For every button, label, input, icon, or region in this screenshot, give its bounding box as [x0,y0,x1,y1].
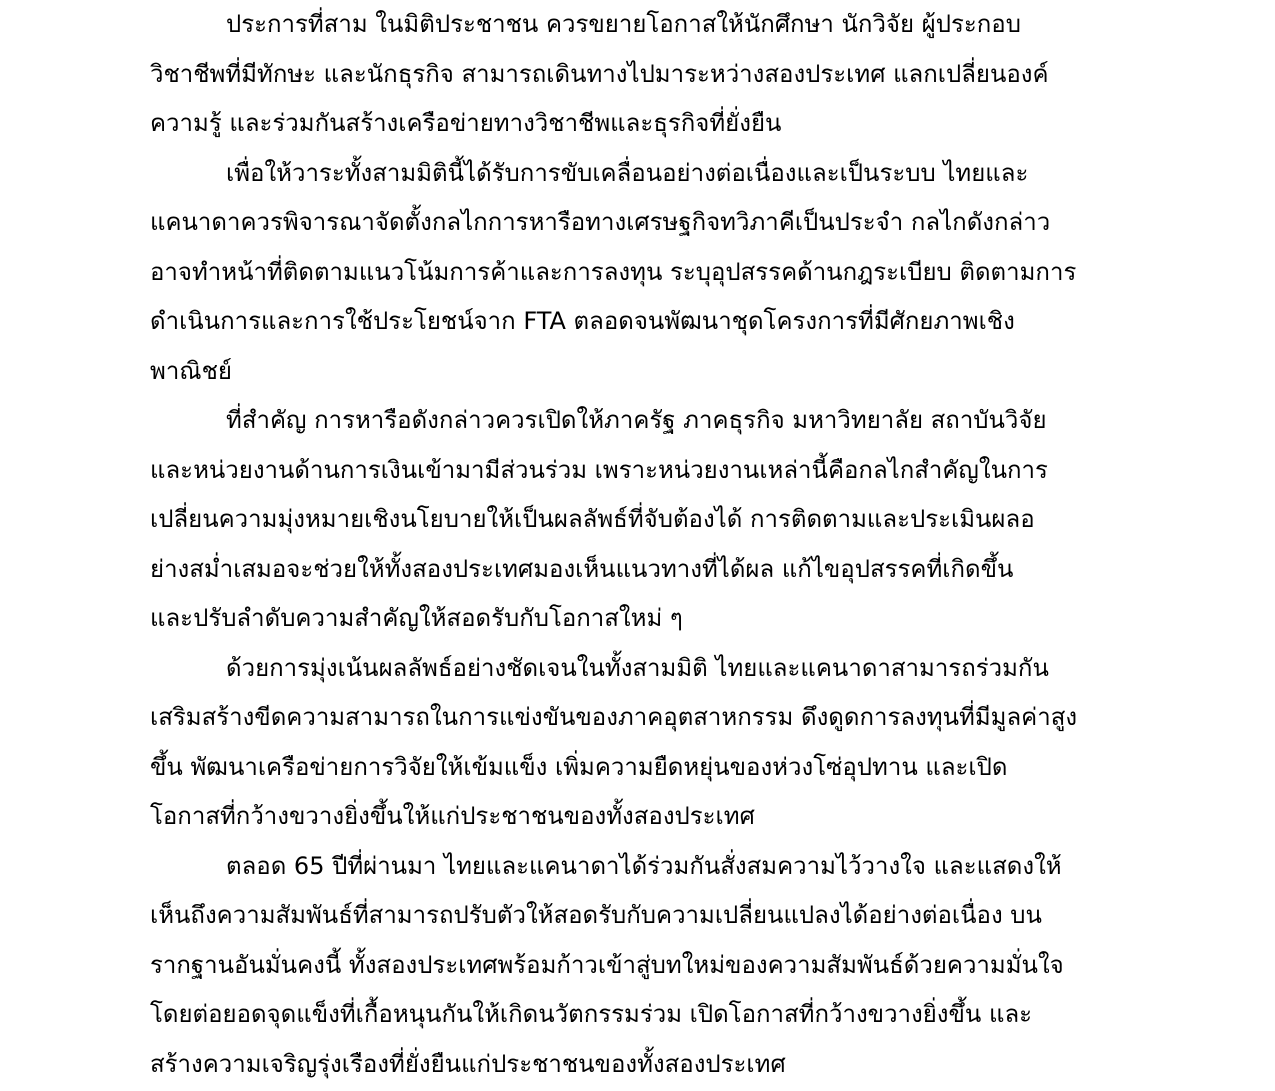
text-line: พาณิชย์ [150,356,232,385]
text-line: ดำเนินการและการใช้ประโยชน์จาก FTA ตลอดจนพัฒนาชุดโครงการที่มีศักยภาพเชิง [150,307,1015,335]
text-line: ย่างสม่ำเสมอจะช่วยให้ทั้งสองประเทศมองเห็นแนวทางที่ได้ผล แก้ไขอุปสรรคที่เกิดขึ้น [150,554,1014,583]
text-line: โอกาสที่กว้างขวางยิ่งขึ้นให้แก่ประชาชนของทั้งสองประเทศ [150,802,755,830]
text-line: เสริมสร้างขีดความสามารถในการแข่งขันของภาคอุตสาหกรรม ดึงดูดการลงทุนที่มีมูลค่าสูง [150,703,1078,731]
text-line: ขึ้น พัฒนาเครือข่ายการวิจัยให้เข้มแข็ง เพิ่มความยืดหยุ่นของห่วงโซ่อุปทาน และเปิด [150,752,1008,781]
text-line: ประการที่สาม ในมิติประชาชน ควรขยายโอกาสให้นักศึกษา นักวิจัย ผู้ประกอบ [226,10,1021,38]
text-line: อาจทำหน้าที่ติดตามแนวโน้มการค้าและการลงทุน ระบุอุปสรรคด้านกฎระเบียบ ติดตามการ [150,257,1077,286]
paragraph-5 [150,842,1125,1090]
text-line: ที่สำคัญ การหารือดังกล่าวควรเปิดให้ภาครัฐ ภาคธุรกิจ มหาวิทยาลัย สถาบันวิจัย [226,406,1047,434]
paragraph-2 [150,149,1125,397]
paragraph-3 [150,396,1125,644]
text-line: โดยต่อยอดจุดแข็งที่เกื้อหนุนกันให้เกิดนวัตกรรมร่วม เปิดโอกาสที่กว้างขวางยิ่งขึ้น และ [150,1000,1033,1028]
paragraph-1 [150,0,1125,149]
text-line: เพื่อให้วาระทั้งสามมิตินี้ได้รับการขับเคลื่อนอย่างต่อเนื่องและเป็นระบบ ไทยและ [226,158,1029,187]
text-line: และหน่วยงานด้านการเงินเข้ามามีส่วนร่วม เพราะหน่วยงานเหล่านี้คือกลไกสำคัญในการ [150,455,1048,484]
text-line: สร้างความเจริญรุ่งเรืองที่ยั่งยืนแก่ประชาชนของทั้งสองประเทศ [150,1049,786,1078]
text-line: วิชาชีพที่มีทักษะ และนักธุรกิจ สามารถเดินทางไปมาระหว่างสองประเทศ แลกเปลี่ยนองค์ [150,59,1049,88]
text-line: และปรับลำดับความสำคัญให้สอดรับกับโอกาสใหม่ ๆ [150,604,683,632]
text-line: รากฐานอันมั่นคงนี้ ทั้งสองประเทศพร้อมก้าวเข้าสู่บทใหม่ของความสัมพันธ์ด้วยความมั่นใจ [150,950,1064,979]
text-line: ความรู้ และร่วมกันสร้างเครือข่ายทางวิชาชีพและธุรกิจที่ยั่งยืน [150,109,782,137]
document-page [150,0,1125,1089]
text-line: ตลอด 65 ปีที่ผ่านมา ไทยและแคนาดาได้ร่วมกันสั่งสมความไว้วางใจ และแสดงให้ [226,851,1062,880]
paragraph-4 [150,644,1125,842]
text-line: ด้วยการมุ่งเน้นผลลัพธ์อย่างชัดเจนในทั้งสามมิติ ไทยและแคนาดาสามารถร่วมกัน [226,653,1049,682]
text-line: แคนาดาควรพิจารณาจัดตั้งกลไกการหารือทางเศรษฐกิจทวิภาคีเป็นประจำ กลไกดังกล่าว [150,208,1051,236]
text-line: เห็นถึงความสัมพันธ์ที่สามารถปรับตัวให้สอดรับกับความเปลี่ยนแปลงได้อย่างต่อเนื่อง บน [150,901,1042,929]
text-line: เปลี่ยนความมุ่งหมายเชิงนโยบายให้เป็นผลลัพธ์ที่จับต้องได้ การติดตามและประเมินผลอ [150,505,1035,533]
